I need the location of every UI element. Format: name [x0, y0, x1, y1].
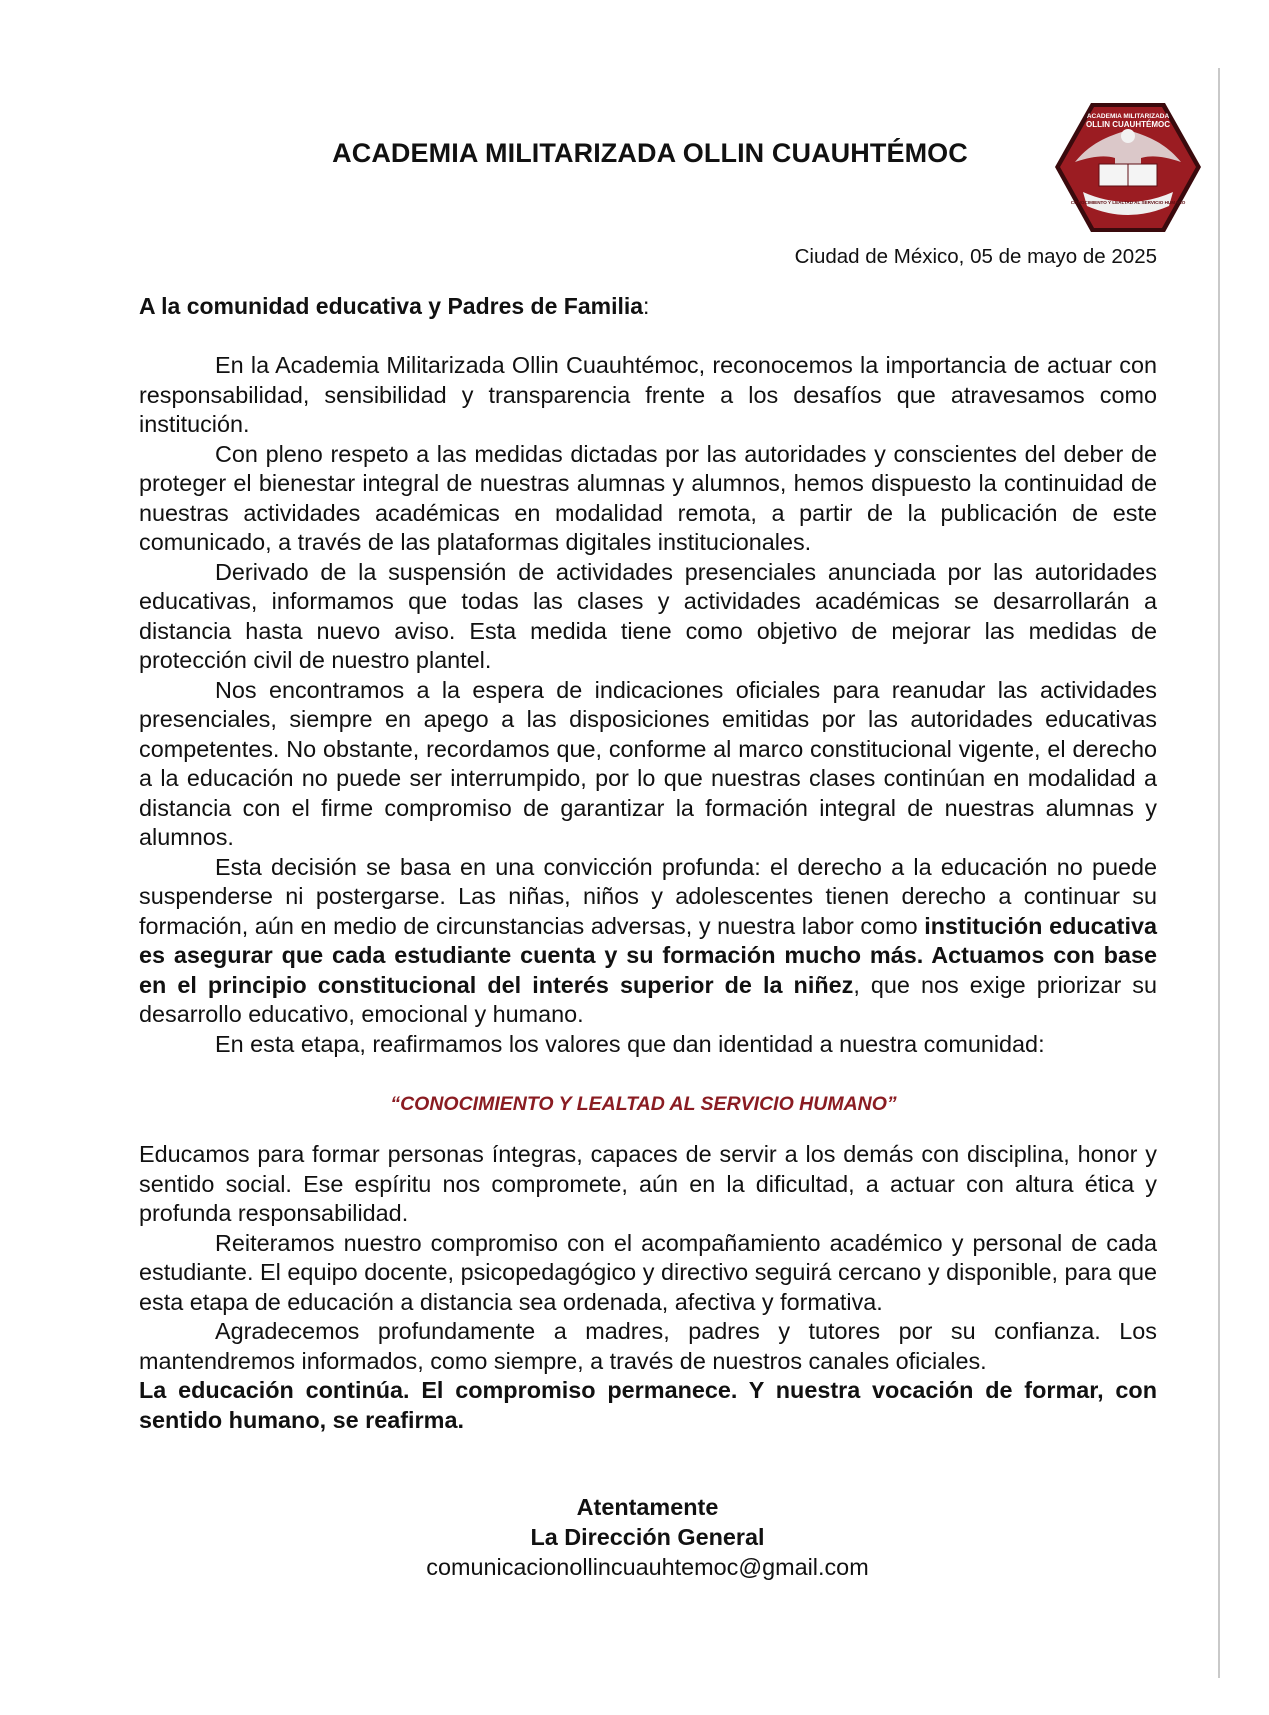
- letter-body: [139, 351, 1157, 1059]
- institution-motto: “CONOCIMIENTO Y LEALTAD AL SERVICIO HUMANO”: [390, 1093, 897, 1115]
- paragraph-9: Agradecemos profundamente a madres, padres y tutores por su confianza. Los mantendremos informados, como siempre, a través de nuestros canales oficiales.: [139, 1318, 1157, 1374]
- paragraph-4: Nos encontramos a la espera de indicaciones oficiales para reanudar las actividades presenciales, siempre en apego a las disposiciones emitidas por las autoridades educativas competentes. No obstante, recordamos que, conforme al marco constitucional vigente, el derecho a la educación no puede ser interrumpido, por lo que nuestras clases continúan en modalidad a distancia con el firme compromiso de garantizar la formación integral de nuestras alumnas y alumnos.: [139, 676, 1157, 850]
- logo-name-text: OLLIN CUAUHTÉMOC: [1086, 120, 1170, 129]
- salutation-text: A la comunidad educativa y Padres de Familia: [139, 293, 644, 319]
- paragraph-8: Reiteramos nuestro compromiso con el acompañamiento académico y personal de cada estudiante. El equipo docente, psicopedagógico y directivo seguirá cercano y disponible, para que esta etapa de educación a distancia sea ordenada, afectiva y formativa.: [139, 1229, 1157, 1315]
- school-logo: [1053, 100, 1203, 235]
- contact-email: comunicacionollincuauhtemoc@gmail.com: [426, 1554, 869, 1580]
- paragraph-5-bold: institución educativa es asegurar que cada estudiante cuenta y su formación mucho más. Actuamos con base en el principio constitucional del interés superior de la niñez: [139, 912, 1157, 998]
- paragraph-3: Derivado de la suspensión de actividades presenciales anunciada por las autoridades educativas, informamos que todas las clases y actividades académicas se desarrollarán a distancia hasta nuevo aviso. Esta medida tiene como objetivo de mejorar las medidas de protección civil de nuestro plantel.: [139, 558, 1157, 673]
- letter-body-continued: [139, 1140, 1157, 1435]
- page-edge-line: [1218, 68, 1220, 1678]
- signature-block: [0, 1492, 1269, 1582]
- paragraph-2: Con pleno respeto a las medidas dictadas por las autoridades y conscientes del deber de proteger el bienestar integral de nuestras alumnas y alumnos, hemos dispuesto la continuidad de nuestras actividades académicas en modalidad remota, a partir de la publicación de este comunicado, a través de las plataformas digitales institucionales.: [139, 440, 1157, 555]
- paragraph-5-end: , que nos exige priorizar su desarrollo educativo, emocional y humano.: [139, 971, 1157, 1027]
- logo-bottom-text: CONOCIMIENTO Y LEALTAD AL SERVICIO HUMANO: [1070, 200, 1186, 205]
- signature-greeting: Atentamente: [576, 1494, 719, 1520]
- paragraph-6: En esta etapa, reafirmamos los valores que dan identidad a nuestra comunidad:: [215, 1030, 1045, 1057]
- date-line: Ciudad de México, 05 de mayo de 2025: [794, 245, 1157, 268]
- page-title: ACADEMIA MILITARIZADA OLLIN CUAUHTÉMOC: [332, 138, 968, 168]
- salutation-colon: :: [643, 293, 650, 319]
- logo-top-text: ACADEMIA MILITARIZADA: [1086, 113, 1170, 120]
- paragraph-5-start: Esta decisión se basa en una convicción profunda: el derecho a la educación no puede suspenderse ni postergarse. Las niñas, niños y adolescentes tienen derecho a continuar su formación, aún en medio de circunstancias adversas, y nuestra labor como: [139, 853, 1157, 939]
- signature-signer: La Dirección General: [530, 1524, 765, 1550]
- paragraph-1: En la Academia Militarizada Ollin Cuauhtémoc, reconocemos la importancia de actuar con responsabilidad, sensibilidad y transparencia frente a los desafíos que atravesamos como institución.: [139, 352, 1157, 437]
- eagle-head-icon: [1121, 129, 1135, 143]
- paragraph-7: Educamos para formar personas íntegras, capaces de servir a los demás con disciplina, honor y sentido social. Ese espíritu nos compromete, aún en la dificultad, a actuar con altura ética y profunda responsabilidad.: [139, 1141, 1157, 1226]
- paragraph-5: [139, 853, 1157, 1030]
- closing-statement: La educación continúa. El compromiso permanece. Y nuestra vocación de formar, con sentido humano, se reafirma.: [139, 1377, 1157, 1433]
- salutation: [139, 293, 649, 320]
